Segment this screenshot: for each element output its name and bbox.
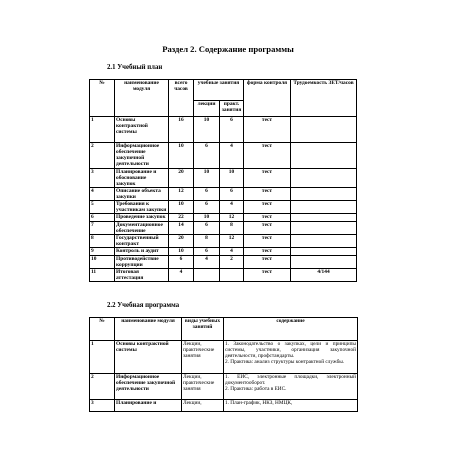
plan-cell-control: тест [244, 188, 291, 201]
plan-cell-credits [291, 256, 357, 269]
plan-cell-lectures: 10 [194, 117, 220, 143]
plan-cell-num: 4 [90, 188, 115, 201]
plan-row [90, 235, 357, 248]
plan-cell-module: Итоговая аттестация [115, 269, 169, 282]
plan-cell-control: тест [244, 248, 291, 256]
plan-cell-module: Описание объекта закупки [115, 188, 169, 201]
plan-cell-module: Проведение закупок [115, 214, 169, 222]
prog-cell-types: Лекции, практические занятия [182, 341, 224, 374]
program-heading: 2.2 Учебная программа [107, 302, 180, 309]
plan-cell-credits [291, 117, 357, 143]
prog-cell-module: Основы контрактной системы [115, 341, 182, 374]
plan-cell-practice: 12 [220, 214, 244, 222]
content-item: 2. Практика: анализ структуры контрактной службы. [225, 359, 345, 365]
section-title: Раздел 2. Содержание программы [162, 44, 294, 54]
plan-cell-credits [291, 214, 357, 222]
content-item: 2. Практика: работа в ЕИС. [225, 386, 287, 392]
plan-heading: 2.1 Учебный план [107, 64, 163, 71]
plan-cell-lectures: 8 [194, 235, 220, 248]
plan-cell-num: 8 [90, 235, 115, 248]
plan-cell-module: Основы контрактной системы [115, 117, 169, 143]
plan-cell-control: тест [244, 143, 291, 169]
plan-cell-num: 9 [90, 248, 115, 256]
plan-row [90, 188, 357, 201]
prog-cell-num: 2 [90, 374, 115, 400]
col-practice: практ. занятия [220, 101, 244, 117]
prog-cell-content [224, 400, 358, 412]
plan-cell-total: 14 [169, 222, 194, 235]
plan-cell-total: 20 [169, 235, 194, 248]
plan-cell-lectures: 4 [194, 256, 220, 269]
plan-cell-lectures: 6 [194, 222, 220, 235]
content-item: 1. ЕИС, электронные площадки, электронный документооборот. [225, 374, 356, 386]
col-lectures: лекции [194, 101, 220, 117]
prog-col-num: № [90, 318, 115, 341]
plan-cell-credits [291, 169, 357, 188]
plan-cell-control: тест [244, 256, 291, 269]
plan-cell-practice: 4 [220, 201, 244, 214]
plan-cell-practice [220, 269, 244, 282]
plan-cell-credits: 4/144 [291, 269, 357, 282]
plan-cell-module: Информационное обеспечение закупочной деятельности [115, 143, 169, 169]
plan-cell-lectures: 6 [194, 188, 220, 201]
plan-cell-practice: 2 [220, 256, 244, 269]
plan-cell-num: 10 [90, 256, 115, 269]
col-num: № [90, 80, 115, 117]
plan-cell-control: тест [244, 222, 291, 235]
col-sessions: учебные занятия [194, 80, 244, 101]
plan-cell-lectures [194, 269, 220, 282]
plan-cell-lectures: 10 [194, 214, 220, 222]
plan-cell-num: 1 [90, 117, 115, 143]
plan-row [90, 201, 357, 214]
plan-cell-control: тест [244, 214, 291, 222]
plan-cell-control: тест [244, 201, 291, 214]
plan-row [90, 143, 357, 169]
plan-row [90, 256, 357, 269]
plan-cell-practice: 4 [220, 143, 244, 169]
program-row [90, 400, 358, 412]
prog-cell-num: 1 [90, 341, 115, 374]
plan-cell-module: Документационное обеспечение [115, 222, 169, 235]
plan-row [90, 269, 357, 282]
prog-cell-module: Информационное обеспечение закупочной деятельности [115, 374, 182, 400]
plan-cell-total: 4 [169, 269, 194, 282]
plan-cell-num: 2 [90, 143, 115, 169]
plan-cell-total: 10 [169, 248, 194, 256]
plan-cell-total: 20 [169, 169, 194, 188]
plan-cell-practice: 6 [220, 117, 244, 143]
plan-cell-lectures: 10 [194, 169, 220, 188]
plan-cell-total: 22 [169, 214, 194, 222]
curriculum-table [89, 79, 357, 282]
plan-cell-num: 11 [90, 269, 115, 282]
plan-cell-control: тест [244, 169, 291, 188]
plan-cell-lectures: 6 [194, 201, 220, 214]
prog-col-types: виды учебных занятий [182, 318, 224, 341]
plan-cell-control: тест [244, 269, 291, 282]
content-item: 1. Законодательство о закупках, цели и принципы системы, участники, организация закупочной деятельности, профстандарты. [225, 341, 356, 359]
plan-cell-credits [291, 248, 357, 256]
prog-cell-types: Лекции, [182, 400, 224, 412]
program-row [90, 374, 358, 400]
prog-cell-types: Лекции, практические занятия [182, 374, 224, 400]
program-row [90, 341, 358, 374]
plan-cell-credits [291, 235, 357, 248]
plan-cell-credits [291, 188, 357, 201]
plan-cell-practice: 6 [220, 188, 244, 201]
prog-cell-content [224, 374, 358, 400]
plan-cell-num: 3 [90, 169, 115, 188]
prog-col-content: содержание [224, 318, 358, 341]
plan-cell-total: 12 [169, 188, 194, 201]
plan-cell-practice: 8 [220, 222, 244, 235]
plan-cell-module: Планирование и обоснование закупок [115, 169, 169, 188]
plan-cell-module: Требования к участникам закупки [115, 201, 169, 214]
plan-cell-lectures: 6 [194, 248, 220, 256]
col-control: форма контроля [244, 80, 291, 117]
col-module: наименование модуля [115, 80, 169, 117]
plan-row [90, 248, 357, 256]
plan-cell-num: 6 [90, 214, 115, 222]
plan-cell-total: 10 [169, 143, 194, 169]
plan-cell-credits [291, 143, 357, 169]
plan-row [90, 117, 357, 143]
plan-row [90, 169, 357, 188]
plan-cell-practice: 12 [220, 235, 244, 248]
program-table [89, 317, 358, 412]
plan-cell-num: 7 [90, 222, 115, 235]
plan-cell-credits [291, 222, 357, 235]
col-credits: Трудоемкость ЗЕТ/часов [291, 80, 357, 117]
plan-cell-credits [291, 201, 357, 214]
plan-row [90, 222, 357, 235]
plan-cell-lectures: 6 [194, 143, 220, 169]
content-item: 1. План-график, НКЗ, НМЦК, [225, 400, 293, 406]
plan-cell-total: 16 [169, 117, 194, 143]
prog-cell-content [224, 341, 358, 374]
plan-cell-module: Государственный контракт [115, 235, 169, 248]
plan-cell-module: Противодействие коррупции [115, 256, 169, 269]
plan-cell-num: 5 [90, 201, 115, 214]
prog-cell-num: 3 [90, 400, 115, 412]
plan-cell-total: 6 [169, 256, 194, 269]
prog-cell-module: Планирование и [115, 400, 182, 412]
plan-cell-total: 10 [169, 201, 194, 214]
plan-cell-practice: 4 [220, 248, 244, 256]
plan-cell-control: тест [244, 117, 291, 143]
plan-cell-control: тест [244, 235, 291, 248]
prog-col-module: наименование модуля [115, 318, 182, 341]
col-total: всего часов [169, 80, 194, 117]
plan-cell-practice: 10 [220, 169, 244, 188]
plan-cell-module: Контроль и аудит [115, 248, 169, 256]
plan-row [90, 214, 357, 222]
